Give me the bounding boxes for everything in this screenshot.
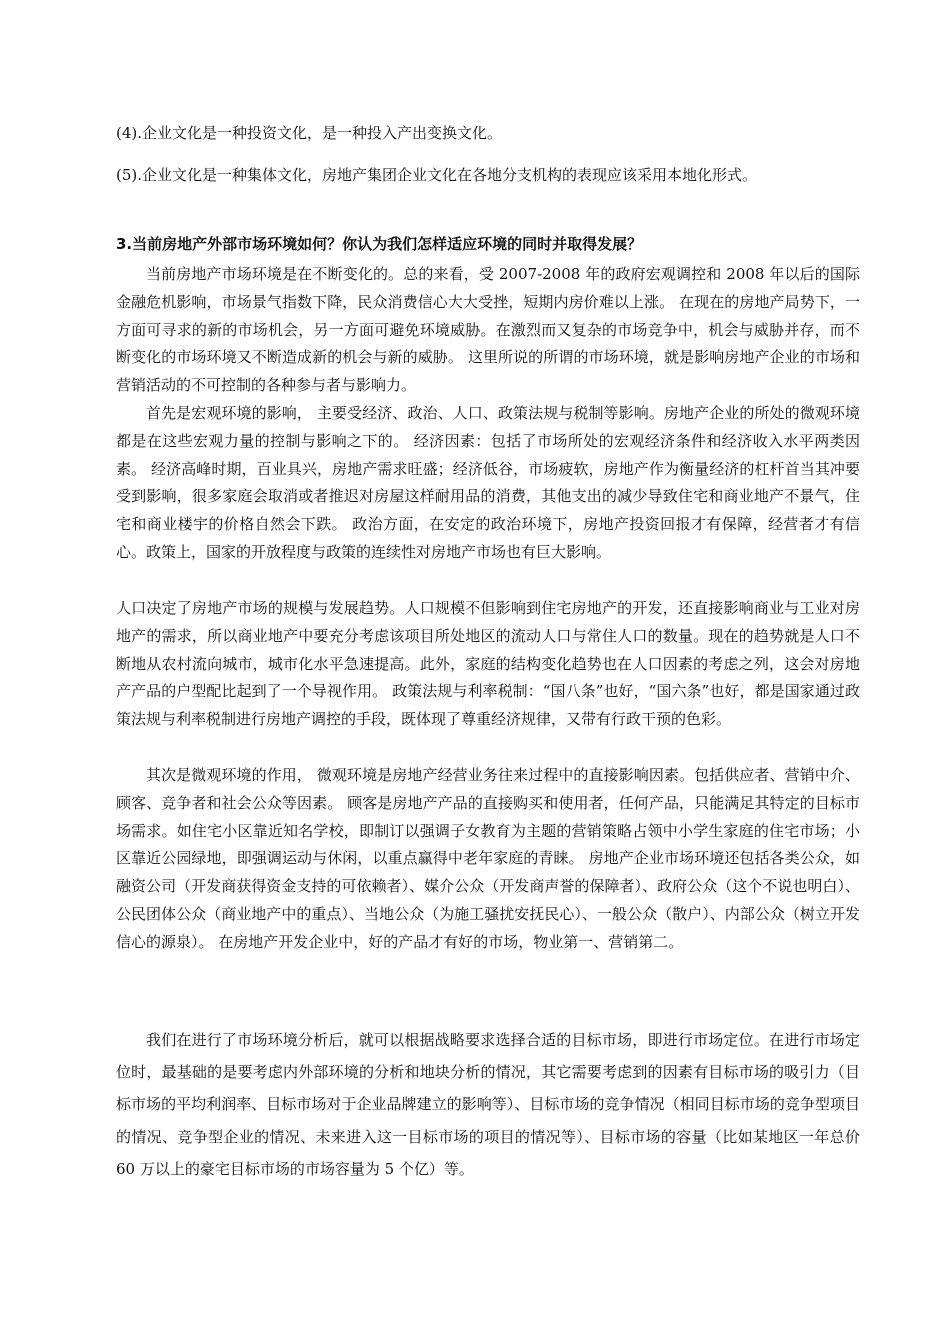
paragraph-macro-environment: 首先是宏观环境的影响， 主要受经济、政治、人口、政策法规与税制等影响。房地产企业的所处的微观环境都是在这些宏观力量的控制与影响之下的。 经济因素：包括了市场所处的宏观经济条件和经济收入水平两类因素。 经济高峰时期，百业具兴，房地产需求旺盛；经济低谷，市场疲软，房地产作为衡量经济的杠杆首当其冲要受到影响，很多家庭会取消或者推迟对房屋这样耐用品的消费，其他支出的减少导致住宅和商业地产不景气，住宅和商业楼宇的价格自然会下跌。 政治方面，在安定的政治环境下，房地产投资回报才有保障，经营者才有信心。政策上，国家的开放程度与政策的连续性对房地产市场也有巨大影响。 bbox=[116, 404, 860, 561]
paragraph-market-overview: 当前房地产市场环境是在不断变化的。总的来看，受 2007-2008 年的政府宏观调控和 2008 年以后的国际金融危机影响，市场景气指数下降，民众消费信心大大受挫，短期内房价难以上涨。 在现在的房地产局势下，一方面可寻求的新的市场机会，另一方面可避免环境威胁。在激烈而又复杂的市场竞争中，机会与威胁并存，而不断变化的市场环境又不断造成新的机会与新的威胁。 这里所说的所谓的市场环境，就是影响房地产企业的市场和营销活动的不可控制的各种参与者与影响力。 bbox=[116, 265, 860, 395]
section-heading: 3.当前房地产外部市场环境如何？你认为我们怎样适应环境的同时并取得发展？ bbox=[116, 235, 643, 253]
paragraph-market-positioning: 我们在进行了市场环境分析后，就可以根据战略要求选择合适的目标市场，即进行市场定位。在进行市场定位时，最基础的是要考虑内外部环境的分析和地块分析的情况，其它需要考虑到的因素有目标市场的吸引力（目标市场的平均利润率、目标市场对于企业品牌建立的影响等）、目标市场的竞争情况（相同目标市场的竞争型项目的情况、竞争型企业的情况、未来进入这一目标市场的项目的情况等）、目标市场的容量（比如某地区一年总价 60 万以上的豪宅目标市场的市场容量为 5 个亿）等。 bbox=[116, 1031, 860, 1178]
paragraph-population: 人口决定了房地产市场的规模与发展趋势。人口规模不但影响到住宅房地产的开发，还直接影响商业与工业对房地产的需求，所以商业地产中要充分考虑该项目所处地区的流动人口与常住人口的数量。现在的趋势就是人口不断地从农村流向城市，城市化水平急速提高。此外，家庭的结构变化趋势也在人口因素的考虑之列，这会对房地产产品的户型配比起到了一个导视作用。 政策法规与利率税制：“国八条”也好，“国六条”也好，都是国家通过政策法规与利率税制进行房地产调控的手段，既体现了尊重经济规律，又带有行政干预的色彩。 bbox=[116, 599, 860, 729]
paragraph-micro-environment: 其次是微观环境的作用， 微观环境是房地产经营业务往来过程中的直接影响因素。包括供应者、营销中介、顾客、竞争者和社会公众等因素。 顾客是房地产产品的直接购买和使用者，任何产品，只能满足其特定的目标市场需求。如住宅小区靠近知名学校，即制订以强调子女教育为主题的营销策略占领中小学生家庭的住宅市场；小区靠近公园绿地，即强调运动与休闲，以重点赢得中老年家庭的青睐。 房地产企业市场环境还包括各类公众，如融资公司（开发商获得资金支持的可依赖者）、媒介公众（开发商声誉的保障者）、政府公众（这个不说也明白）、公民团体公众（商业地产中的重点）、当地公众（为施工骚扰安抚民心）、一般公众（散户）、内部公众（树立开发信心的源泉）。 在房地产开发企业中，好的产品才有好的市场，物业第一、营销第二。 bbox=[116, 766, 860, 951]
list-item-4: (4).企业文化是一种投资文化，是一种投入产出变换文化。 bbox=[116, 124, 503, 142]
list-item-5: (5).企业文化是一种集体文化，房地产集团企业文化在各地分支机构的表现应该采用本地化形式。 bbox=[116, 166, 758, 184]
